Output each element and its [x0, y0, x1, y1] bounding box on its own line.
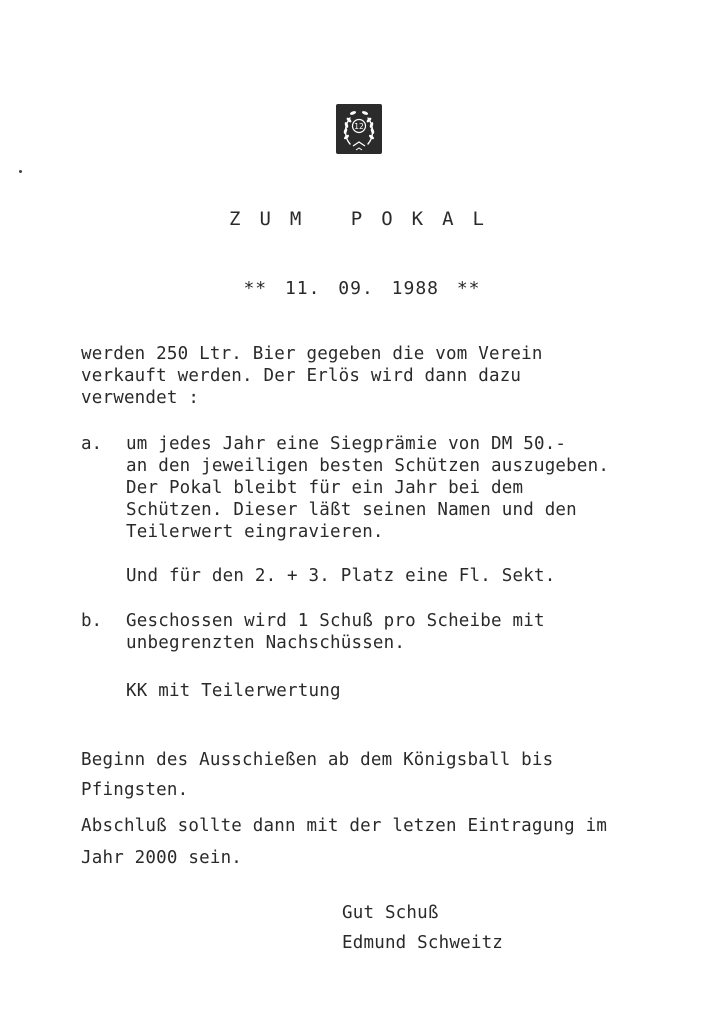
item-a-line: Teilerwert eingravieren. [126, 522, 384, 542]
item-b-marker: b. [81, 611, 103, 631]
intro-line: verwendet : [81, 388, 200, 408]
closing-line: Jahr 2000 sein. [81, 848, 243, 868]
item-a-text [126, 433, 609, 543]
intro-line: werden 250 Ltr. Bier gegeben die vom Verein [81, 344, 543, 364]
event-date: ** 11. 09. 1988 ** [243, 278, 481, 299]
laurel-wreath-emblem-icon [336, 104, 382, 154]
item-b-line: unbegrenzten Nachschüssen. [126, 633, 406, 653]
page-title: ZUM POKAL [229, 208, 503, 230]
signature-name: Edmund Schweitz [342, 933, 504, 953]
closing-line: Beginn des Ausschießen ab dem Königsball bis [81, 750, 554, 770]
item-a-line: Der Pokal bleibt für ein Jahr bei dem [126, 478, 524, 498]
item-a-extra: Und für den 2. + 3. Platz eine Fl. Sekt. [126, 566, 556, 586]
intro-paragraph [81, 343, 543, 409]
item-a-line: um jedes Jahr eine Siegprämie von DM 50.- [126, 434, 567, 454]
closing-paragraph-end [81, 810, 607, 874]
signature-greeting: Gut Schuß [342, 903, 439, 923]
stray-mark [19, 170, 22, 173]
closing-paragraph-start [81, 745, 553, 805]
item-a-marker: a. [81, 434, 103, 454]
item-b-extra: KK mit Teilerwertung [126, 681, 341, 701]
item-b-text [126, 610, 545, 654]
closing-line: Abschluß sollte dann mit der letzen Eintragung im [81, 816, 608, 836]
item-a-line: an den jeweiligen besten Schützen auszugeben. [126, 456, 610, 476]
emblem-number: 12 [354, 122, 364, 131]
intro-line: verkauft werden. Der Erlös wird dann dazu [81, 366, 522, 386]
item-a-line: Schützen. Dieser läßt seinen Namen und den [126, 500, 577, 520]
closing-line: Pfingsten. [81, 780, 189, 800]
item-b-line: Geschossen wird 1 Schuß pro Scheibe mit [126, 611, 545, 631]
